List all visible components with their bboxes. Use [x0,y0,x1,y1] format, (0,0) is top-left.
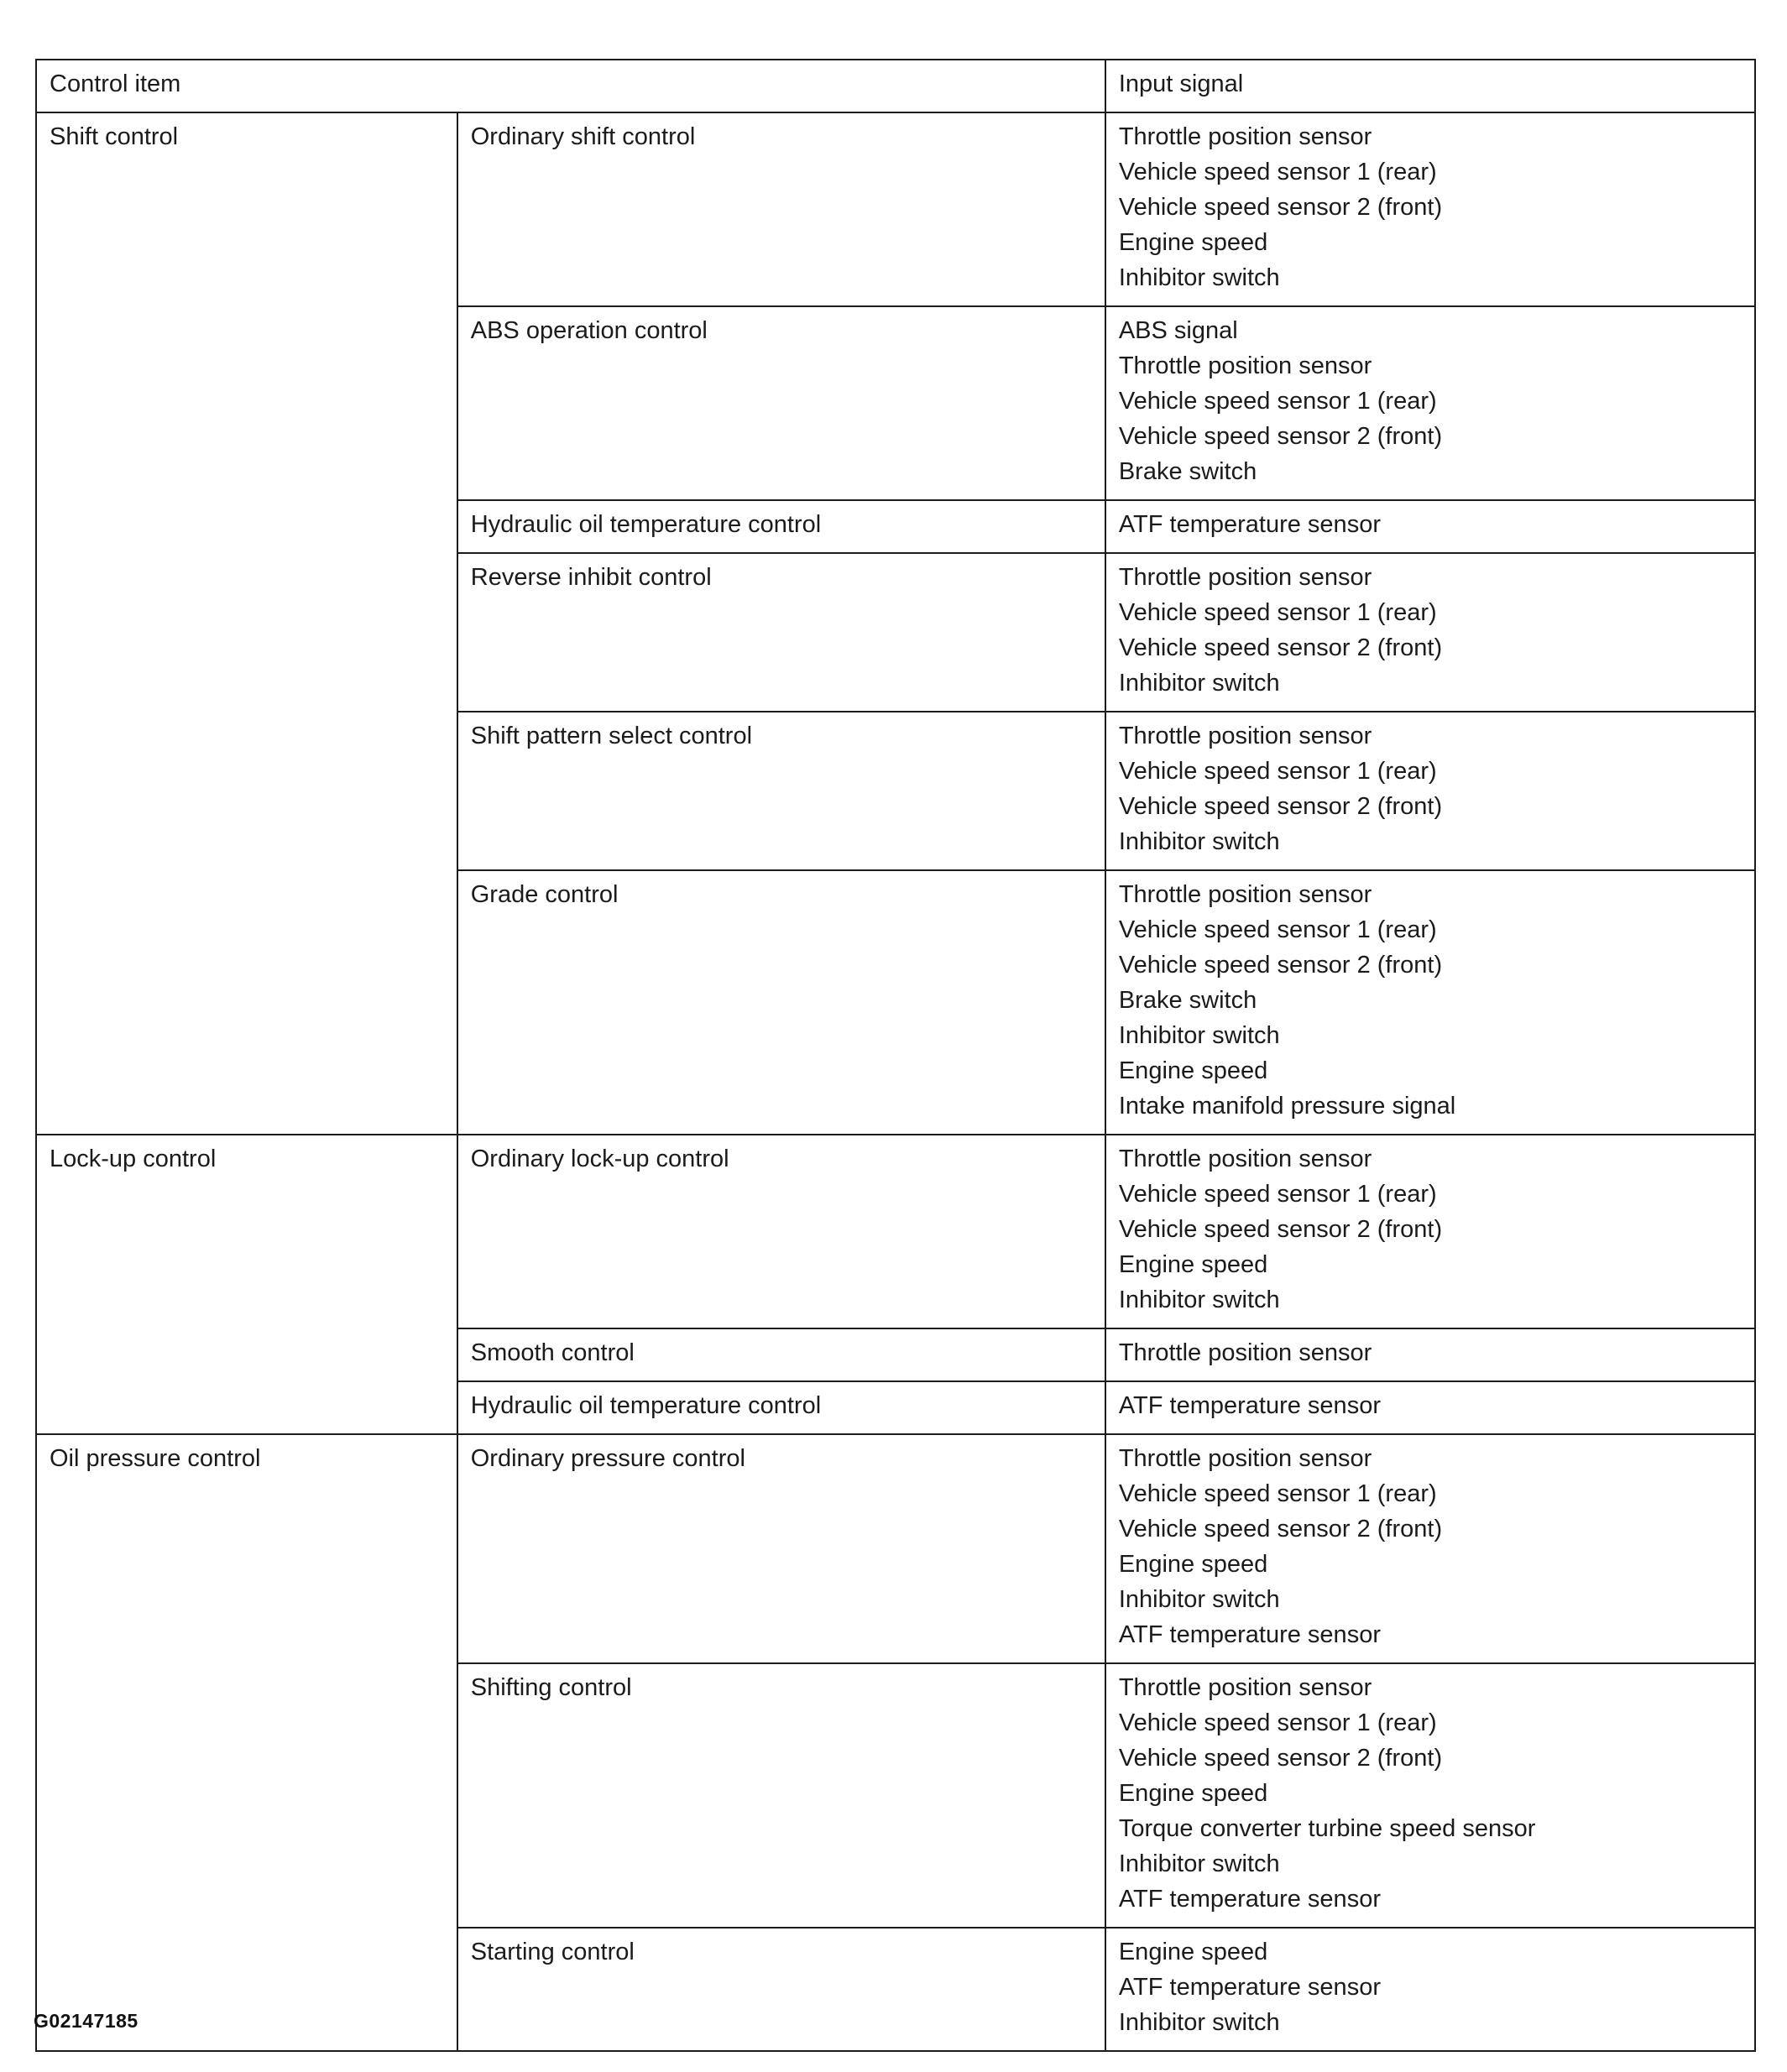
signal-line: Inhibitor switch [1118,264,1280,291]
signal-cell [1105,1928,1755,2051]
signal-line: Intake manifold pressure signal [1118,1093,1456,1120]
signal-line: Engine speed [1118,1251,1268,1278]
signal-line: Inhibitor switch [1118,828,1280,855]
control-cell: Shifting control [457,1663,1105,1928]
signal-line: Inhibitor switch [1118,1022,1280,1049]
table-row [36,1135,1755,1328]
group-cell: Shift control [36,112,457,1135]
signal-line: Inhibitor switch [1118,1287,1280,1313]
signal-line: Brake switch [1118,458,1257,485]
table-header-control-item: Control item [36,60,1105,112]
signal-line: Throttle position sensor [1118,1674,1372,1701]
control-cell: Shift pattern select control [457,712,1105,870]
signal-cell [1105,1328,1755,1381]
header-row [36,60,1755,112]
signal-line: Inhibitor switch [1118,1586,1280,1613]
signal-cell [1105,306,1755,500]
signal-cell [1105,500,1755,553]
control-cell: Ordinary shift control [457,112,1105,306]
control-input-table [35,59,1756,2052]
signal-line: ATF temperature sensor [1118,511,1381,538]
signal-cell [1105,870,1755,1135]
signal-line: Vehicle speed sensor 1 (rear) [1118,916,1437,943]
group-cell: Lock-up control [36,1135,457,1434]
signal-cell [1105,1381,1755,1434]
signal-line: ABS signal [1118,317,1238,344]
control-cell: Hydraulic oil temperature control [457,500,1105,553]
control-input-table-wrap [35,59,1756,2052]
signal-line: Throttle position sensor [1118,352,1372,379]
signal-line: Vehicle speed sensor 2 (front) [1118,952,1443,979]
table-body [36,112,1755,2051]
table-header-input-signal: Input signal [1105,60,1755,112]
signal-line: Vehicle speed sensor 1 (rear) [1118,388,1437,415]
signal-cell [1105,112,1755,306]
signal-line: Vehicle speed sensor 1 (rear) [1118,758,1437,785]
signal-line: Vehicle speed sensor 1 (rear) [1118,1709,1437,1736]
signal-line: Vehicle speed sensor 2 (front) [1118,634,1443,661]
signal-line: Vehicle speed sensor 2 (front) [1118,194,1443,221]
table-row [36,1434,1755,1663]
signal-cell [1105,1434,1755,1663]
control-cell: Reverse inhibit control [457,553,1105,712]
signal-line: Inhibitor switch [1118,1850,1280,1877]
signal-line: Vehicle speed sensor 2 (front) [1118,1216,1443,1243]
signal-line: Engine speed [1118,1551,1268,1578]
signal-line: Throttle position sensor [1118,564,1372,591]
signal-line: Vehicle speed sensor 2 (front) [1118,1745,1443,1772]
signal-cell [1105,1663,1755,1928]
signal-line: Brake switch [1118,987,1257,1014]
signal-cell [1105,1135,1755,1328]
signal-cell [1105,553,1755,712]
signal-line: Throttle position sensor [1118,123,1372,150]
signal-line: Vehicle speed sensor 1 (rear) [1118,1480,1437,1507]
figure-id: G02147185 [34,2010,138,2032]
signal-line: Throttle position sensor [1118,1146,1372,1172]
signal-line: Engine speed [1118,1780,1268,1807]
signal-line: Engine speed [1118,229,1268,256]
signal-line: Torque converter turbine speed sensor [1118,1815,1536,1842]
signal-line: Vehicle speed sensor 2 (front) [1118,793,1443,820]
control-cell: Ordinary pressure control [457,1434,1105,1663]
control-cell: Hydraulic oil temperature control [457,1381,1105,1434]
control-cell: Ordinary lock-up control [457,1135,1105,1328]
signal-line: Inhibitor switch [1118,2009,1280,2036]
signal-cell [1105,712,1755,870]
control-cell: Smooth control [457,1328,1105,1381]
signal-line: Throttle position sensor [1118,1445,1372,1472]
signal-line: Engine speed [1118,1057,1268,1084]
signal-line: ATF temperature sensor [1118,1886,1381,1913]
signal-line: ATF temperature sensor [1118,1621,1381,1648]
control-cell: Starting control [457,1928,1105,2051]
signal-line: Vehicle speed sensor 1 (rear) [1118,599,1437,626]
signal-line: ATF temperature sensor [1118,1974,1381,2001]
control-cell: ABS operation control [457,306,1105,500]
signal-line: Vehicle speed sensor 2 (front) [1118,423,1443,450]
signal-line: Throttle position sensor [1118,723,1372,749]
signal-line: Vehicle speed sensor 1 (rear) [1118,159,1437,185]
signal-line: Vehicle speed sensor 1 (rear) [1118,1181,1437,1208]
control-cell: Grade control [457,870,1105,1135]
signal-line: Throttle position sensor [1118,1339,1372,1366]
signal-line: ATF temperature sensor [1118,1392,1381,1419]
group-cell: Oil pressure control [36,1434,457,2051]
signal-line: Vehicle speed sensor 2 (front) [1118,1516,1443,1542]
table-row [36,112,1755,306]
signal-line: Inhibitor switch [1118,670,1280,697]
signal-line: Throttle position sensor [1118,881,1372,908]
signal-line: Engine speed [1118,1939,1268,1965]
